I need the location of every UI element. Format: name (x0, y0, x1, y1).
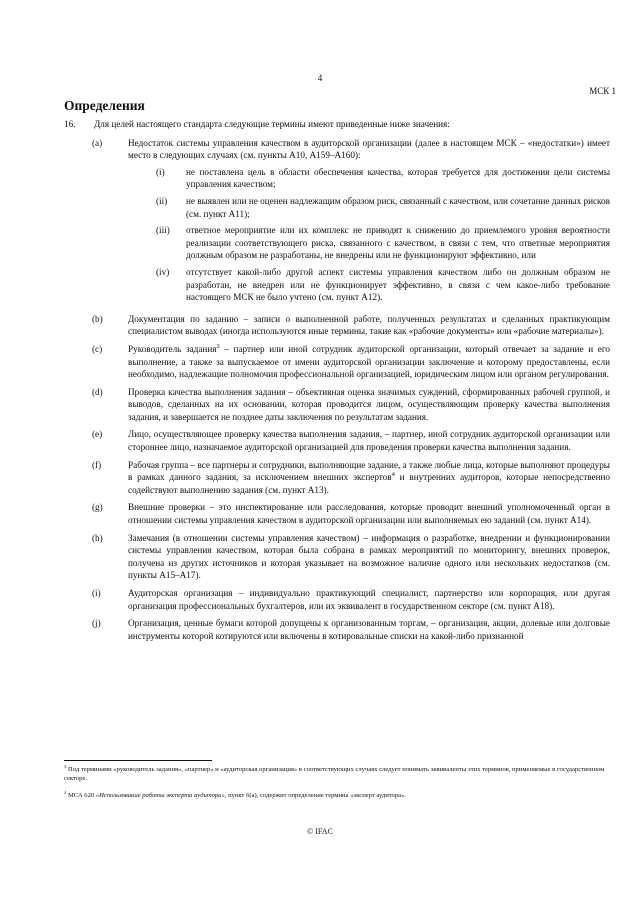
paragraph-number: 16. (64, 119, 76, 129)
item-text: Внешние проверки – это инспектирование или расследования, которые проводит внешний уполномоченный орган в отношении системы управления качеством в аудиторской организации или выполняемых ею заданий (см. пункт А14). (128, 502, 610, 526)
definition-e (64, 428, 610, 453)
item-text: Лицо, осуществляющее проверку качества выполнения задания, – партнер, иной сотрудник аудиторской организации или стороннее лицо, назначаемое аудиторской организацией для проведения проверки качества выполнения задания. (128, 429, 610, 453)
footnote-4 (64, 791, 610, 800)
item-text-part: Руководитель задания (128, 343, 217, 354)
definition-h (64, 532, 610, 582)
item-text: Проверка качества выполнения задания – объективная оценка значимых суждений, сформированных рабочей группой, и выводов, сделанных на их основании, которая проводится лицом, осуществляющим проверку качества выполнения задания, и завершается не позднее даты заключения по результатам задания. (128, 386, 610, 422)
footnote-divider (64, 760, 212, 761)
definition-j (64, 617, 610, 642)
subitem (128, 195, 610, 220)
item-label: (f) (92, 459, 102, 470)
subitem-label: (iii) (156, 225, 170, 236)
footnote-ref: 3 (216, 342, 220, 350)
subitem-label: (i) (156, 166, 165, 177)
subitem (128, 166, 610, 191)
item-text (128, 343, 610, 381)
subitem-text: ответное мероприятие или их комплекс не приводят к снижению до приемлемого уровня вероятности реализации соответствующего риска, связанного с качеством, в связи с тем, что ответные мероприятия должным образом не разработаны, не внедрены или не функционируют эффективно, или (186, 225, 610, 261)
definition-a (64, 137, 610, 308)
item-text: Недостаток системы управления качеством в аудиторской организации (далее в настоящем МСК – «недостатки») имеет место в следующих случаях (см. пункты А10, А159–А160): (128, 137, 610, 161)
subitem-label: (iv) (156, 266, 170, 277)
definition-d (64, 386, 610, 424)
footnote-ref: 4 (391, 471, 395, 479)
subitem (128, 266, 610, 304)
item-label: (a) (92, 137, 103, 148)
item-label: (c) (92, 343, 103, 354)
definition-i (64, 587, 610, 612)
copyright-footer: © IFAC (307, 827, 333, 836)
page-number: 4 (317, 73, 323, 83)
item-text: Организация, ценные бумаги которой допущены к организованным торгам, – организация, акции, долевые или долговые инструменты которой котируются или включены в котировальные списки на какой-либо признанной (128, 618, 610, 641)
subitem (128, 224, 610, 262)
paragraph-intro: Для целей настоящего стандарта следующие термины имеют приведенные ниже значения: (94, 119, 450, 129)
section-heading: Определения (64, 98, 145, 113)
footnote-3 (64, 765, 610, 783)
item-label: (d) (92, 386, 103, 397)
document-code: МСК 1 (589, 86, 616, 96)
item-label: (b) (92, 313, 103, 324)
footnote-title: «Использование работы эксперта аудитора» (95, 792, 225, 799)
footnote-text-part: , пункт 6(а), содержит определение термина «эксперт аудитора». (224, 792, 407, 799)
subitem-text: не поставлена цель в области обеспечения качества, которая требуется для достижения цели системы управления качеством; (186, 166, 610, 190)
paragraph-16 (64, 118, 610, 131)
definition-g (64, 501, 610, 526)
item-label: (g) (92, 502, 103, 513)
item-text-part: Рабочая группа – все партнеры и сотрудники, выполняющие задание, а также любые лица, которые выполняют процедуры в рамках данного задания, за исключением внешних экспертов (128, 459, 610, 483)
body-text (64, 118, 610, 647)
item-text (128, 459, 610, 497)
footnote-number: 3 (64, 763, 67, 769)
footnote-number: 4 (64, 789, 67, 795)
footnote-text: Под терминами «руководитель задания», «партнер» и «аудиторская организация» в соответствующих случаях следует понимать эквиваленты этих терминов, применяемые в государственном секторе. (64, 766, 605, 782)
item-text-part: и внутренних аудиторов, которые непосредственно содействуют выполнению задания (см. пункт А13). (128, 472, 610, 495)
subitem-text: не выявлен или не оценен надлежащим образом риск, связанный с качеством, или сочетание данных рисков (см. пункт А11); (186, 195, 610, 219)
item-text-part: – партнер или иной сотрудник аудиторской организации, который отвечает за задание и его выполнение, а также за выпускаемое от имени аудиторской организации заключение и которому предоставлены, если необходимо, надлежащие полномочия профессиональной организацией, юридическим лицом или органом регулирования. (128, 343, 610, 380)
item-text: Аудиторская организация – индивидуально практикующий специалист, партнерство или корпорация, или другая организация профессиональных бухгалтеров, или их эквивалент в государственном секторе (см. пункт А18). (128, 588, 610, 611)
item-label: (e) (92, 429, 103, 440)
subitem-label: (ii) (156, 195, 168, 206)
item-label: (i) (92, 588, 101, 598)
item-label: (j) (92, 618, 101, 629)
footnotes (64, 765, 610, 808)
item-text: Документация по заданию – записи о выполненной работе, полученных результатах и сделанных практикующим специалистом выводах (иногда используются иные термины, такие как «рабочие документы» или «рабочие материалы»). (128, 313, 610, 337)
item-label: (h) (92, 532, 103, 543)
definition-b (64, 313, 610, 338)
item-text: Замечания (в отношении системы управления качеством) – информация о разработке, внедрении и функционировании системы управления качеством, которая была собрана в рамках мероприятий по мониторингу, внешних проверок, получена из других источников и которая указывает на возможное наличие одного или нескольких недостатков (см. пункты А15–А17). (128, 532, 610, 581)
footnote-text-part: МСА 620 (67, 792, 96, 799)
definition-f (64, 459, 610, 497)
subitem-text: отсутствует какой-либо другой аспект системы управления качеством либо он должным образом не разработан, не внедрен или не функционирует эффективно, в связи с чем какое-либо требование настоящего МСК не было учтено (см. пункт А12). (186, 266, 610, 303)
definition-c (64, 343, 610, 381)
